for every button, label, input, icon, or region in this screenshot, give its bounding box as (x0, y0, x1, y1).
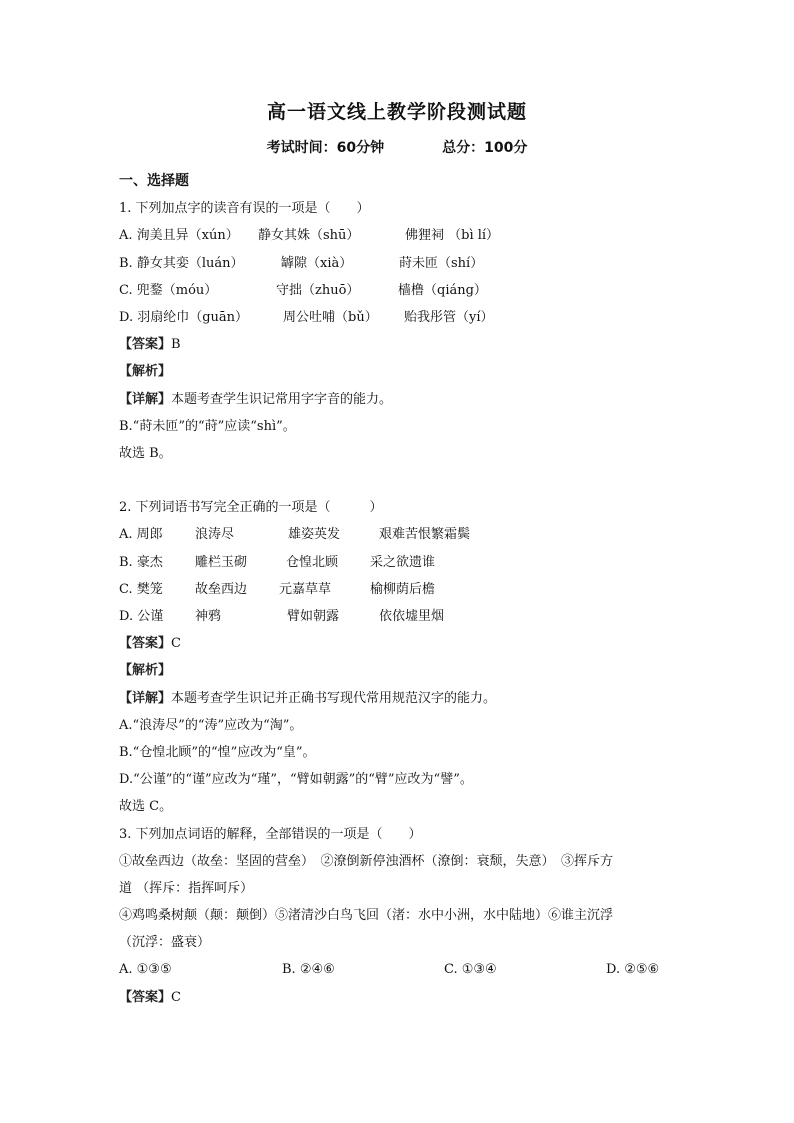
option-item: 艰难苦恨繁霜鬓 (379, 527, 471, 543)
exam-total: 总分：100分 (442, 140, 528, 156)
exam-content (119, 168, 679, 1011)
analysis-tag: 【解析】 (119, 364, 172, 380)
option-item: 臂如朝露 (287, 609, 340, 624)
option-item: 浪涛尽 (195, 527, 235, 543)
question-1-conclusion: 故选 B。 (119, 445, 172, 461)
answer-value: B (171, 337, 181, 353)
answer-tag: 【答案】 (119, 636, 172, 652)
detail-text: 本题考查学生识记常用字字音的能力。 (171, 391, 393, 407)
option-item: C. ①③④ (444, 962, 497, 978)
option-item: 故垒西边 (195, 581, 248, 597)
question-1-explanation: B.“莳未匝”的“莳”应读“shì”。 (119, 418, 296, 434)
analysis-tag: 【解析】 (119, 663, 172, 679)
option-item: 神鸦 (195, 609, 222, 624)
question-1-answer (119, 331, 679, 358)
question-2-detail (119, 685, 679, 712)
question-2-stem: 2. 下列词语书写完全正确的一项是（ ） (119, 500, 383, 516)
option-item: A. 洵美且异（xún） (119, 228, 239, 244)
option-item: 榆柳荫后檐 (370, 581, 436, 597)
option-item: 贻我彤管（yí） (404, 309, 494, 325)
option-item: 仓惶北顾 (286, 554, 339, 570)
question-1-detail (119, 386, 679, 413)
question-1-option-b (119, 250, 679, 277)
option-item: B. 豪杰 (119, 554, 163, 570)
answer-value: C (171, 636, 181, 652)
exam-info (0, 137, 794, 157)
question-2-conclusion: 故选 C。 (119, 799, 173, 815)
question-1-stem: 1. 下列加点字的读音有误的一项是（ ） (119, 201, 370, 217)
option-item: D. 公谨 (119, 609, 164, 624)
detail-tag: 【详解】 (119, 690, 172, 706)
option-item: 罅隙（xià） (281, 255, 353, 271)
option-item: 樯橹（qiáng） (398, 282, 487, 298)
question-2-option-c (119, 576, 679, 603)
option-item: B. 静女其娈（luán） (119, 255, 244, 271)
question-3-items-line-3: ④鸡鸣桑树颠（颠：颠倒）⑤渚清沙白鸟飞回（渚：水中小洲，水中陆地）⑥谁主沉浮 (119, 908, 614, 924)
question-3-answer (119, 984, 679, 1011)
section-heading: 一、选择题 (119, 173, 189, 189)
page-title: 高一语文线上教学阶段测试题 (266, 101, 527, 123)
option-item: 静女其姝（shū） (258, 228, 360, 244)
detail-tag: 【详解】 (119, 391, 172, 407)
option-item: 雄姿英发 (288, 527, 341, 543)
answer-value: C (171, 989, 181, 1005)
detail-text: 本题考查学生识记并正确书写现代常用规范汉字的能力。 (171, 690, 497, 706)
question-2-explanation-d: D.“公谨”的“谨”应改为“瑾”，“臂如朝露”的“臂”应改为“譬”。 (119, 772, 473, 788)
option-item: B. ②④⑥ (282, 962, 335, 978)
option-item: D. 羽扇纶巾（guān） (119, 309, 249, 325)
question-3-items-line-1: ①故垒西边（故垒：坚固的营垒） ②潦倒新停浊酒杯（潦倒：衰颓，失意） ③挥斥方 (119, 853, 614, 869)
option-item: 莳未匝（shí） (399, 255, 484, 271)
question-2-option-d (119, 603, 679, 630)
question-2-analysis (119, 657, 679, 684)
option-item: C. 兜鍪（móu） (119, 282, 218, 298)
answer-tag: 【答案】 (119, 337, 172, 353)
option-item: D. ②⑤⑥ (606, 962, 660, 978)
option-item: 雕栏玉砌 (195, 554, 248, 570)
question-3-items-line-2: 道 （挥斥：指挥呵斥） (119, 880, 254, 896)
option-item: A. ①③⑤ (119, 962, 172, 978)
question-2-option-b (119, 549, 679, 576)
option-item: C. 樊笼 (119, 581, 163, 597)
option-item: 依依墟里烟 (379, 609, 445, 624)
question-2-option-a (119, 521, 679, 548)
question-2-answer (119, 630, 679, 657)
option-item: A. 周郎 (119, 527, 163, 543)
exam-time: 考试时间：60分钟 (266, 140, 385, 156)
spacer (119, 467, 679, 494)
question-3-items-line-4: （沉浮：盛衰） (119, 935, 211, 951)
question-1-option-c (119, 277, 679, 304)
option-item: 佛狸祠 （bì lí） (405, 228, 500, 244)
question-2-explanation-b: B.“仓惶北顾”的“惶”应改为“皇”。 (119, 744, 316, 760)
question-2-explanation-a: A.“浪涛尽”的“涛”应改为“淘”。 (119, 717, 303, 733)
question-3-options (119, 956, 679, 983)
answer-tag: 【答案】 (119, 989, 172, 1005)
question-1-analysis (119, 358, 679, 385)
option-item: 采之欲遗谁 (370, 554, 436, 570)
option-item: 周公吐哺（bǔ） (283, 309, 378, 325)
question-3-stem: 3. 下列加点词语的解释，全部错误的一项是（ ） (119, 826, 422, 842)
option-item: 元嘉草草 (279, 581, 332, 597)
option-item: 守拙（zhuō） (276, 282, 360, 298)
question-1-option-a (119, 222, 679, 249)
question-1-option-d (119, 304, 679, 331)
